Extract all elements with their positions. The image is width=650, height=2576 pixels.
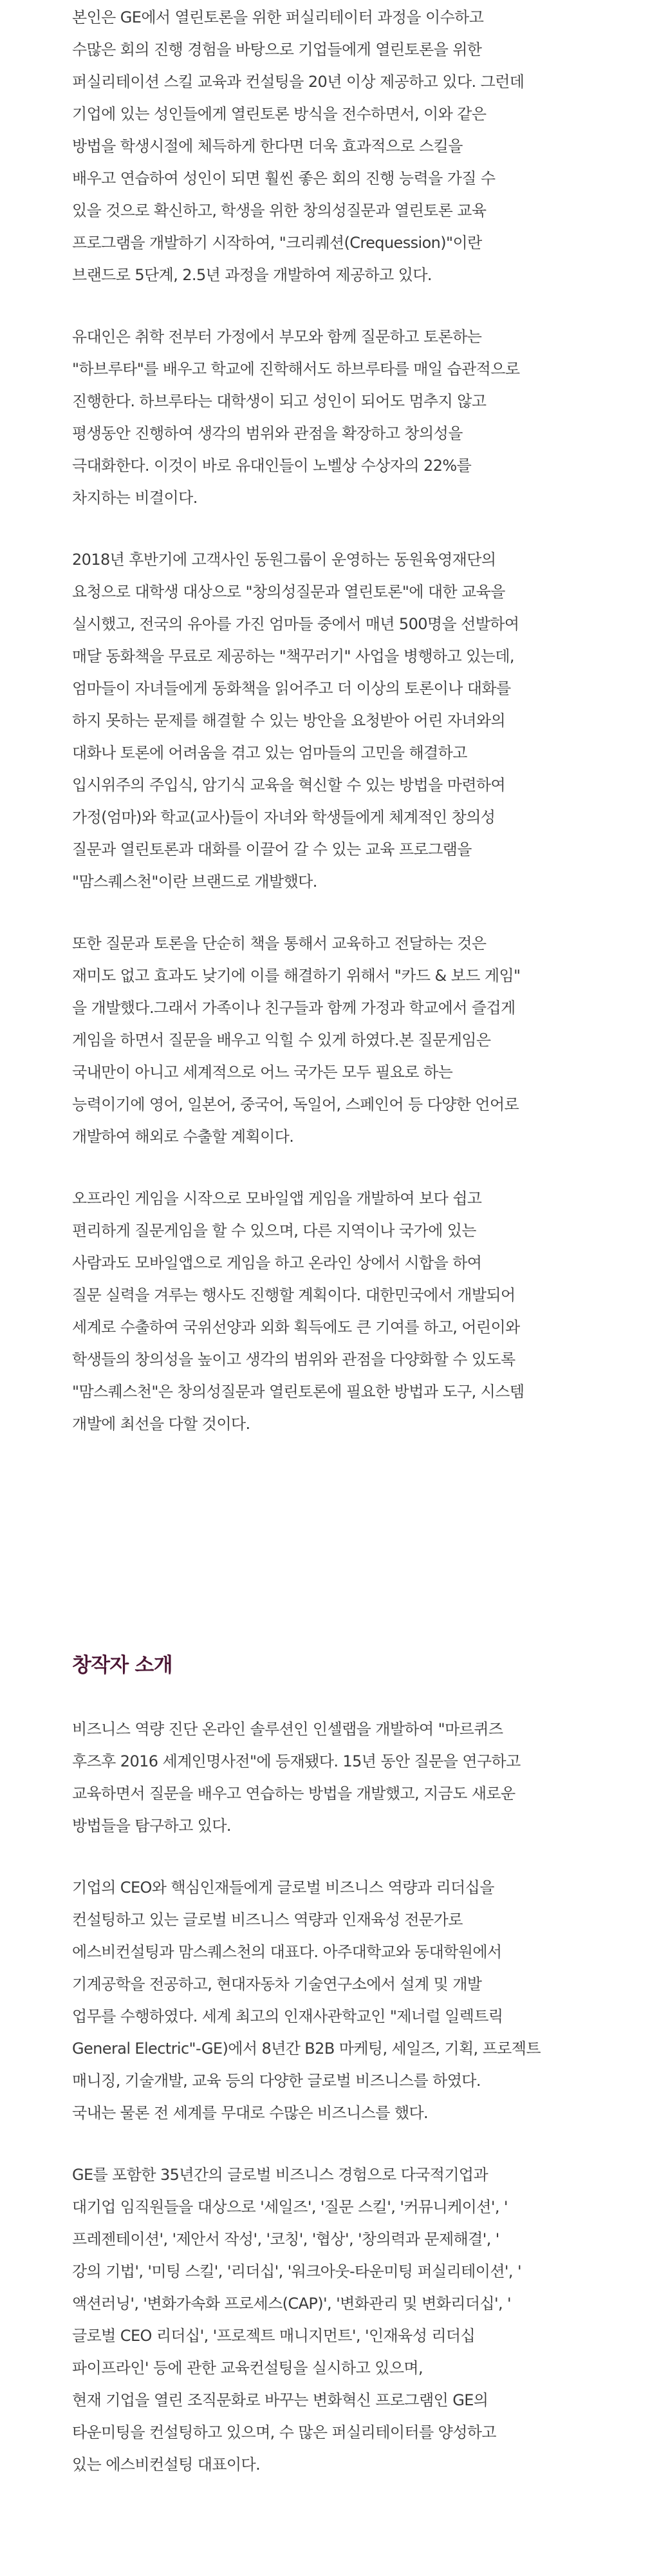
text-line: 국내만이 아니고 세계적으로 어느 국가든 모두 필요로 하는 <box>72 1063 453 1081</box>
creator-paragraph-3 <box>72 2159 578 2481</box>
text-line: 엄마들이 자녀들에게 동화책을 읽어주고 더 이상의 토론이나 대화를 <box>72 679 511 697</box>
text-line: 개발에 최선을 다할 것이다. <box>72 1415 250 1433</box>
text-line: 차지하는 비결이다. <box>72 489 198 507</box>
text-line: 개발하여 해외로 수출할 계획이다. <box>72 1128 294 1146</box>
intro-paragraph-5 <box>72 1182 578 1440</box>
text-line: 평생동안 진행하여 생각의 범위와 관점을 확장하고 창의성을 <box>72 424 463 442</box>
text-line: "하브루타"를 배우고 학교에 진학해서도 하브루타를 매일 습관적으로 <box>72 360 520 378</box>
text-line: 오프라인 게임을 시작으로 모바일앱 게임을 개발하여 보다 쉽고 <box>72 1189 482 1208</box>
text-line: General Electric"-GE)에서 8년간 B2B 마케팅, 세일즈, 기획, 프로젝트 <box>72 2040 541 2058</box>
text-line: 프레젠테이션', '제안서 작성', '코칭', '협상', '창의력과 문제해결', ' <box>72 2230 499 2248</box>
text-line: 액션러닝', '변화가속화 프로세스(CAP)', '변화관리 및 변화리더십', ' <box>72 2295 512 2313</box>
text-line: 국내는 물론 전 세계를 무대로 수많은 비즈니스를 했다. <box>72 2104 429 2122</box>
text-line: 기업의 CEO와 핵심인재들에게 글로벌 비즈니스 역량과 리더십을 <box>72 1879 494 1897</box>
text-line: 2018년 후반기에 고객사인 동원그룹이 운영하는 동원육영재단의 <box>72 551 496 569</box>
text-line: 대기업 임직원들을 대상으로 '세일즈', '질문 스킬', '커뮤니케이션', ' <box>72 2198 508 2216</box>
text-line: 컨설팅하고 있는 글로벌 비즈니스 역량과 인재육성 전문가로 <box>72 1911 463 1929</box>
text-line: 학생들의 창의성을 높이고 생각의 범위와 관점을 다양화할 수 있도록 <box>72 1350 515 1368</box>
text-line: 능력이기에 영어, 일본어, 중국어, 독일어, 스페인어 등 다양한 언어로 <box>72 1095 519 1113</box>
text-line: 수많은 회의 진행 경험을 바탕으로 기업들에게 열린토론을 위한 <box>72 41 482 59</box>
text-line: 하지 못하는 문제를 해결할 수 있는 방안을 요청받아 어린 자녀와의 <box>72 712 506 730</box>
text-line: 현재 기업을 열린 조직문화로 바꾸는 변화혁신 프로그램인 GE의 <box>72 2391 488 2409</box>
text-line: 기계공학을 전공하고, 현대자동차 기술연구소에서 설계 및 개발 <box>72 1975 482 1993</box>
text-line: 질문과 열린토론과 대화를 이끌어 갈 수 있는 교육 프로그램을 <box>72 840 472 858</box>
text-line: 매달 동화책을 무료로 제공하는 "책꾸러기" 사업을 병행하고 있는데, <box>72 647 514 665</box>
creator-paragraph-1 <box>72 1713 578 1842</box>
text-line: 사람과도 모바일앱으로 게임을 하고 온라인 상에서 시합을 하여 <box>72 1254 482 1272</box>
text-line: 질문 실력을 겨루는 행사도 진행할 계획이다. 대한민국에서 개발되어 <box>72 1286 515 1304</box>
text-line: 글로벌 CEO 리더십', '프로젝트 매니지먼트', '인재육성 리더십 <box>72 2327 476 2345</box>
text-line: 유대인은 취학 전부터 가정에서 부모와 함께 질문하고 토론하는 <box>72 328 482 346</box>
text-line: 대화나 토론에 어려움을 겪고 있는 엄마들의 고민을 해결하고 <box>72 744 467 762</box>
text-line: 브랜드로 5단계, 2.5년 과정을 개발하여 제공하고 있다. <box>72 266 432 284</box>
text-line: 퍼실리테이션 스킬 교육과 컨설팅을 20년 이상 제공하고 있다. 그런데 <box>72 73 525 91</box>
text-line: 방법들을 탐구하고 있다. <box>72 1817 231 1835</box>
text-line: 재미도 없고 효과도 낮기에 이를 해결하기 위해서 "카드 & 보드 게임" <box>72 967 521 985</box>
text-line: 파이프라인' 등에 관한 교육컨설팅을 실시하고 있으며, <box>72 2359 423 2377</box>
text-line: 매니징, 기술개발, 교육 등의 다양한 글로벌 비즈니스를 하였다. <box>72 2072 481 2090</box>
text-line: 편리하게 질문게임을 할 수 있으며, 다른 지역이나 국가에 있는 <box>72 1222 476 1240</box>
text-line: 세계로 수출하여 국위선양과 외화 획득에도 큰 기여를 하고, 어린이와 <box>72 1318 520 1336</box>
text-line: 있는 에스비컨설팅 대표이다. <box>72 2456 261 2474</box>
creator-section <box>72 1653 578 2481</box>
intro-section <box>72 0 578 1440</box>
text-line: 가정(엄마)와 학교(교사)들이 자녀와 학생들에게 체계적인 창의성 <box>72 808 496 826</box>
text-line: 방법을 학생시절에 체득하게 한다면 더욱 효과적으로 스킬을 <box>72 137 463 155</box>
text-line: "맘스퀘스천"은 창의성질문과 열린토론에 필요한 방법과 도구, 시스템 <box>72 1383 525 1401</box>
text-line: 또한 질문과 토론을 단순히 책을 통해서 교육하고 전달하는 것은 <box>72 934 487 952</box>
text-line: 을 개발했다.그래서 가족이나 친구들과 함께 가정과 학교에서 즐겁게 <box>72 999 515 1017</box>
text-line: 프로그램을 개발하기 시작하여, "크리퀘션(Crequession)"이란 <box>72 234 482 252</box>
text-line: 기업에 있는 성인들에게 열린토론 방식을 전수하면서, 이와 같은 <box>72 105 487 123</box>
text-line: "맘스퀘스천"이란 브랜드로 개발했다. <box>72 873 317 891</box>
creator-paragraph-2 <box>72 1871 578 2129</box>
text-line: 타운미팅을 컨설팅하고 있으며, 수 많은 퍼실리테이터를 양성하고 <box>72 2423 496 2441</box>
text-line: GE를 포함한 35년간의 글로벌 비즈니스 경험으로 다국적기업과 <box>72 2166 488 2184</box>
text-line: 있을 것으로 확신하고, 학생을 위한 창의성질문과 열린토론 교육 <box>72 202 487 220</box>
creator-section-title: 창작자 소개 <box>72 1654 172 1677</box>
text-line: 비즈니스 역량 진단 온라인 솔루션인 인셀랩을 개발하여 "마르퀴즈 <box>72 1720 503 1738</box>
text-line: 진행한다. 하브루타는 대학생이 되고 성인이 되어도 멈추지 않고 <box>72 392 487 410</box>
text-line: 후즈후 2016 세계인명사전"에 등재됐다. 15년 동안 질문을 연구하고 <box>72 1752 521 1770</box>
intro-paragraph-1 <box>72 1 578 291</box>
intro-paragraph-2 <box>72 321 578 514</box>
text-line: 게임을 하면서 질문을 배우고 익힐 수 있게 하였다.본 질문게임은 <box>72 1031 491 1049</box>
text-line: 극대화한다. 이것이 바로 유대인들이 노벨상 수상자의 22%를 <box>72 457 472 475</box>
text-line: 강의 기법', '미팅 스킬', '리더십', '워크아웃-타운미팅 퍼실리테이션', ' <box>72 2262 521 2280</box>
text-line: 에스비컨설팅과 맘스퀘스천의 대표다. 아주대학교와 동대학원에서 <box>72 1943 502 1961</box>
text-line: 교육하면서 질문을 배우고 연습하는 방법을 개발했고, 지금도 새로운 <box>72 1785 515 1803</box>
text-line: 업무를 수행하였다. 세계 최고의 인재사관학교인 "제너럴 일렉트릭 <box>72 2007 503 2025</box>
intro-paragraph-4 <box>72 927 578 1153</box>
text-line: 실시했고, 전국의 유아를 가진 엄마들 중에서 매년 500명을 선발하여 <box>72 615 519 633</box>
text-line: 요청으로 대학생 대상으로 "창의성질문과 열린토론"에 대한 교육을 <box>72 583 505 601</box>
text-line: 본인은 GE에서 열린토론을 위한 퍼실리테이터 과정을 이수하고 <box>72 8 484 26</box>
text-line: 입시위주의 주입식, 암기식 교육을 혁신할 수 있는 방법을 마련하여 <box>72 776 506 794</box>
intro-paragraph-3 <box>72 544 578 898</box>
text-line: 배우고 연습하여 성인이 되면 훨씬 좋은 회의 진행 능력을 가질 수 <box>72 169 496 187</box>
